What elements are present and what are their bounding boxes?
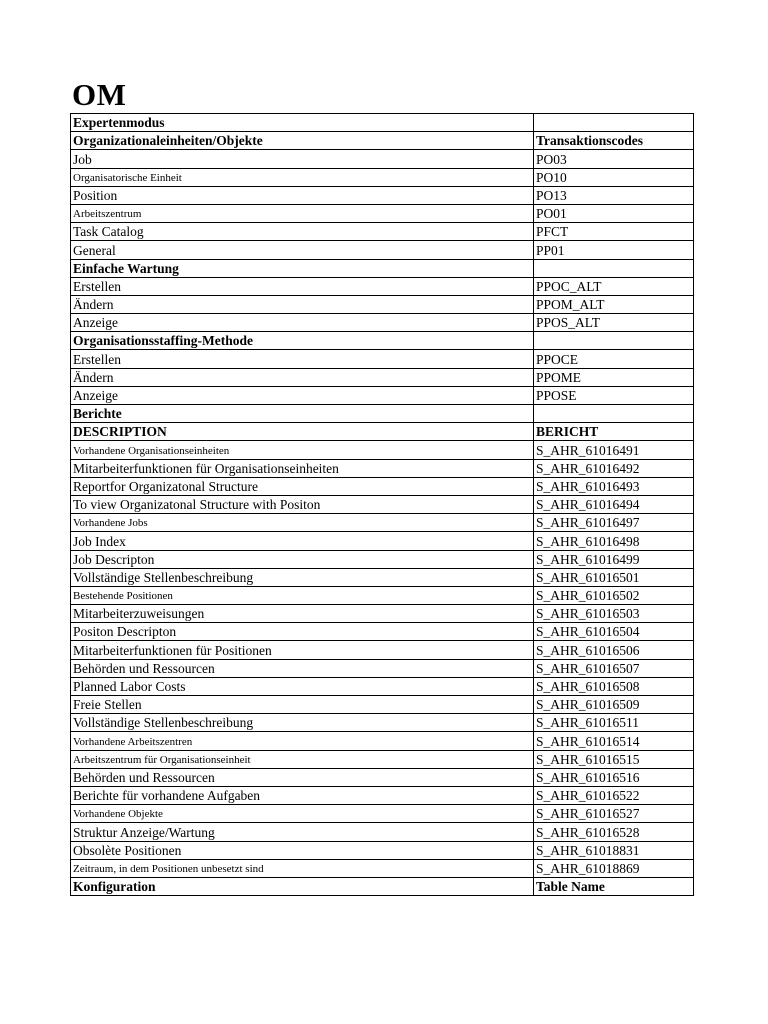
section-heading-row [71, 405, 694, 423]
table-row [71, 586, 694, 604]
table-row [71, 823, 694, 841]
row-label: Mitarbeiterfunktionen für Positionen [71, 641, 534, 659]
page-title: OM [72, 77, 127, 112]
table-row [71, 768, 694, 786]
row-code: S_AHR_61016497 [534, 514, 694, 532]
row-label: Vorhandene Jobs [71, 514, 534, 532]
table-row [71, 204, 694, 222]
row-code: PFCT [534, 223, 694, 241]
section-heading-code: BERICHT [534, 423, 694, 441]
section-heading-label: Berichte [71, 405, 534, 423]
table-row [71, 241, 694, 259]
row-code: S_AHR_61016494 [534, 495, 694, 513]
row-label: Vollständige Stellenbeschreibung [71, 568, 534, 586]
table-row [71, 714, 694, 732]
row-code: PP01 [534, 241, 694, 259]
table-row [71, 150, 694, 168]
row-label: Mitarbeiterzuweisungen [71, 605, 534, 623]
row-label: To view Organizatonal Structure with Positon [71, 495, 534, 513]
row-code: PO13 [534, 186, 694, 204]
row-label: Reportfor Organizatonal Structure [71, 477, 534, 495]
row-label: Struktur Anzeige/Wartung [71, 823, 534, 841]
row-code: S_AHR_61016491 [534, 441, 694, 459]
table-row [71, 495, 694, 513]
row-label: Organisatorische Einheit [71, 168, 534, 186]
table-row [71, 168, 694, 186]
row-code: PO01 [534, 204, 694, 222]
table-row [71, 368, 694, 386]
table-row [71, 550, 694, 568]
row-label: Positon Descripton [71, 623, 534, 641]
row-code: S_AHR_61016511 [534, 714, 694, 732]
row-code: S_AHR_61016514 [534, 732, 694, 750]
section-heading-row [71, 259, 694, 277]
row-label: Arbeitszentrum für Organisationseinheit [71, 750, 534, 768]
row-code: S_AHR_61016506 [534, 641, 694, 659]
section-heading-label: Organizationaleinheiten/Objekte [71, 132, 534, 150]
table-row [71, 696, 694, 714]
row-label: Freie Stellen [71, 696, 534, 714]
section-heading-row [71, 332, 694, 350]
row-label: Ändern [71, 368, 534, 386]
row-code: PPOCE [534, 350, 694, 368]
row-code: S_AHR_61016503 [534, 605, 694, 623]
row-code: S_AHR_61016501 [534, 568, 694, 586]
table-row [71, 841, 694, 859]
section-heading-label: Konfiguration [71, 877, 534, 895]
row-code: S_AHR_61018831 [534, 841, 694, 859]
row-label: Behörden und Ressourcen [71, 659, 534, 677]
table-row [71, 623, 694, 641]
row-label: Berichte für vorhandene Aufgaben [71, 786, 534, 804]
table-row [71, 677, 694, 695]
row-code: S_AHR_61016508 [534, 677, 694, 695]
row-code: PO10 [534, 168, 694, 186]
section-heading-row [71, 132, 694, 150]
row-code: S_AHR_61018869 [534, 859, 694, 877]
row-label: Job Descripton [71, 550, 534, 568]
row-code: S_AHR_61016493 [534, 477, 694, 495]
table-row [71, 295, 694, 313]
row-code: PPOC_ALT [534, 277, 694, 295]
row-code: S_AHR_61016492 [534, 459, 694, 477]
row-label: Zeitraum, in dem Positionen unbesetzt sind [71, 859, 534, 877]
row-label: Job [71, 150, 534, 168]
section-heading-label: DESCRIPTION [71, 423, 534, 441]
row-label: Position [71, 186, 534, 204]
row-label: Erstellen [71, 277, 534, 295]
row-code: PPOM_ALT [534, 295, 694, 313]
row-label: Obsolète Positionen [71, 841, 534, 859]
table-row [71, 477, 694, 495]
table-row [71, 350, 694, 368]
table-row [71, 441, 694, 459]
row-code: S_AHR_61016527 [534, 805, 694, 823]
row-label: Planned Labor Costs [71, 677, 534, 695]
table-row [71, 732, 694, 750]
section-heading-label: Organisationsstaffing-Methode [71, 332, 534, 350]
section-heading-code [534, 259, 694, 277]
row-code: S_AHR_61016522 [534, 786, 694, 804]
section-heading-row [71, 114, 694, 132]
row-code: S_AHR_61016502 [534, 586, 694, 604]
table-row [71, 641, 694, 659]
row-code: PPOS_ALT [534, 314, 694, 332]
section-heading-label: Einfache Wartung [71, 259, 534, 277]
table-row [71, 859, 694, 877]
row-label: General [71, 241, 534, 259]
row-code: PPOSE [534, 386, 694, 404]
table-row [71, 277, 694, 295]
table-row [71, 605, 694, 623]
table-row [71, 514, 694, 532]
section-heading-code [534, 114, 694, 132]
table-row [71, 786, 694, 804]
row-code: S_AHR_61016509 [534, 696, 694, 714]
row-code: PO03 [534, 150, 694, 168]
row-label: Behörden und Ressourcen [71, 768, 534, 786]
table-row [71, 568, 694, 586]
table-row [71, 750, 694, 768]
table-row [71, 659, 694, 677]
row-label: Erstellen [71, 350, 534, 368]
section-heading-label: Expertenmodus [71, 114, 534, 132]
row-label: Anzeige [71, 386, 534, 404]
row-label: Vollständige Stellenbeschreibung [71, 714, 534, 732]
row-code: S_AHR_61016499 [534, 550, 694, 568]
section-heading-code: Table Name [534, 877, 694, 895]
table-row [71, 314, 694, 332]
section-heading-code: Transaktionscodes [534, 132, 694, 150]
row-label: Mitarbeiterfunktionen für Organisationseinheiten [71, 459, 534, 477]
section-heading-code [534, 405, 694, 423]
row-label: Job Index [71, 532, 534, 550]
row-label: Anzeige [71, 314, 534, 332]
row-label: Arbeitszentrum [71, 204, 534, 222]
section-heading-row [71, 877, 694, 895]
row-label: Vorhandene Arbeitszentren [71, 732, 534, 750]
row-code: S_AHR_61016507 [534, 659, 694, 677]
row-label: Task Catalog [71, 223, 534, 241]
table-row [71, 223, 694, 241]
table-body [71, 114, 694, 896]
row-code: S_AHR_61016504 [534, 623, 694, 641]
section-heading-code [534, 332, 694, 350]
table-row [71, 532, 694, 550]
transaction-table [70, 113, 694, 896]
row-code: S_AHR_61016516 [534, 768, 694, 786]
row-code: S_AHR_61016498 [534, 532, 694, 550]
row-code: PPOME [534, 368, 694, 386]
row-label: Ändern [71, 295, 534, 313]
table-row [71, 386, 694, 404]
row-label: Bestehende Positionen [71, 586, 534, 604]
row-code: S_AHR_61016528 [534, 823, 694, 841]
section-heading-row [71, 423, 694, 441]
row-code: S_AHR_61016515 [534, 750, 694, 768]
row-label: Vorhandene Organisationseinheiten [71, 441, 534, 459]
table-row [71, 459, 694, 477]
table-row [71, 186, 694, 204]
row-label: Vorhandene Objekte [71, 805, 534, 823]
table-row [71, 805, 694, 823]
